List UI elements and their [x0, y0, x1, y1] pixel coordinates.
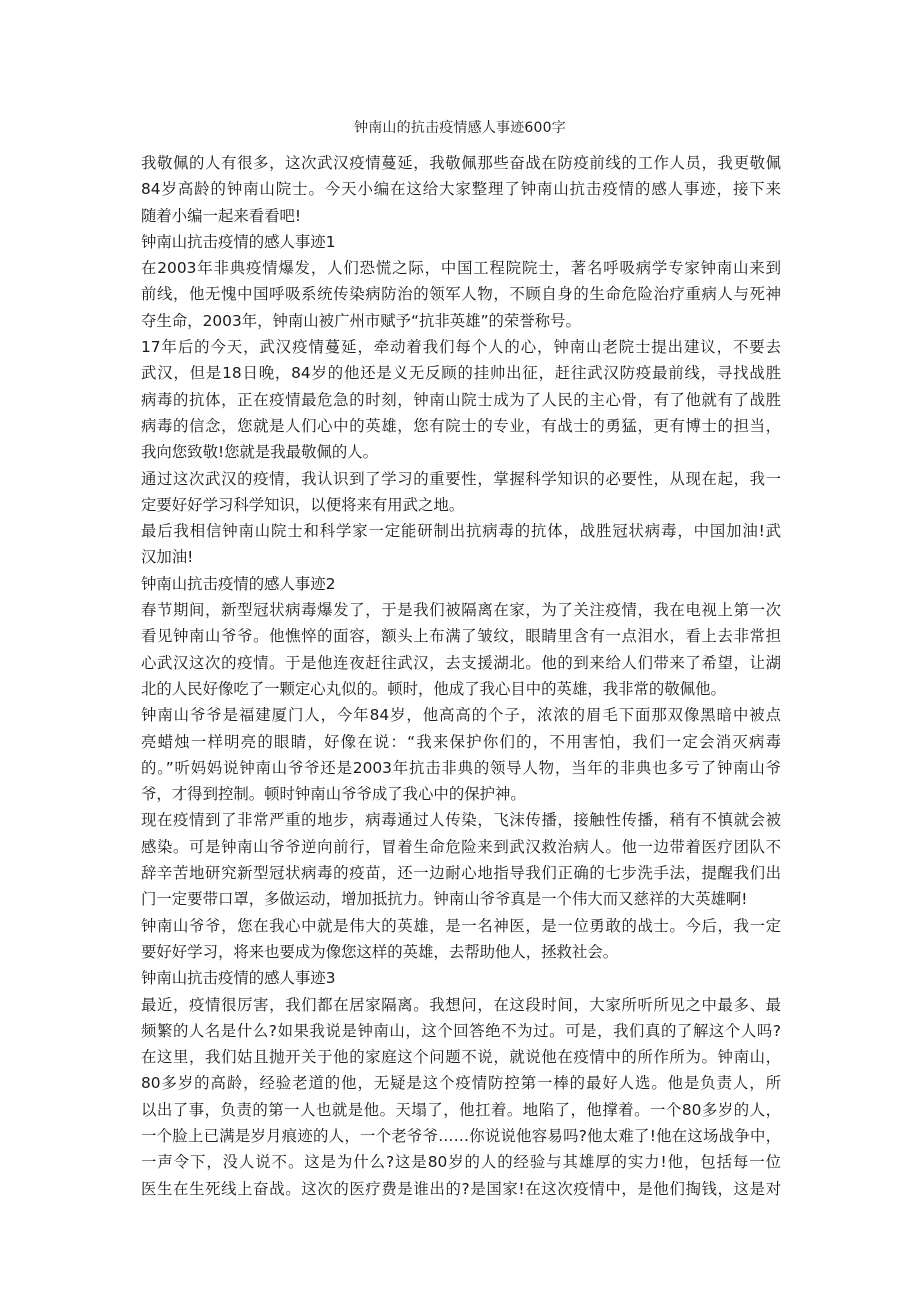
text-line: 要好好学习，将来也要成为像您这样的英雄，去帮助他人，拯救社会。 [141, 942, 619, 961]
text-line: 一个脸上已满是岁月痕迹的人，一个老爷爷……你说说他容易吗?他太难了!他在这场战争中， [141, 1126, 781, 1145]
text-line: 17年后的今天，武汉疫情蔓延，牵动着我们每个人的心，钟南山老院士提出建议，不要去 [141, 338, 781, 357]
text-line: 病毒的抗体，正在疫情最危急的时刻，钟南山院士成为了人民的主心骨，有了他就有了战胜 [141, 390, 781, 409]
text-line: 最近，疫情很厉害，我们都在居家隔离。我想问，在这段时间，大家所听所见之中最多、最 [141, 995, 781, 1014]
text-line: 春节期间，新型冠状病毒爆发了，于是我们被隔离在家，为了关注疫情，我在电视上第一次 [141, 601, 781, 620]
text-line: 钟南山爷爷是福建厦门人，今年84岁，他高高的个子，浓浓的眉毛下面那双像黑暗中被点 [141, 706, 781, 725]
text-line: 武汉，但是18日晚，84岁的他还是义无反顾的挂帅出征，赶往武汉防疫最前线，寻找战胜 [141, 364, 781, 383]
text-line: 定要好好学习科学知识，以便将来有用武之地。 [141, 495, 465, 514]
text-line: 现在疫情到了非常严重的地步，病毒通过人传染，飞沫传播，接触性传播，稍有不慎就会被 [141, 811, 781, 830]
text-line: 北的人民好像吃了一颗定心丸似的。顿时，他成了我心目中的英雄，我非常的敬佩他。 [141, 679, 726, 698]
text-line: 门一定要带口罩，多做运动，增加抵抗力。钟南山爷爷真是一个伟大而又慈祥的大英雄啊! [141, 890, 748, 909]
text-line: 频繁的人名是什么?如果我说是钟南山，这个回答绝不为过。可是，我们真的了解这个人吗? [141, 1021, 781, 1040]
text-line: 的。”听妈妈说钟南山爷爷还是2003年抗击非典的领导人物，当年的非典也多亏了钟南山爷 [141, 758, 781, 777]
text-line: 前线，他无愧中国呼吸系统传染病防治的领军人物，不顾自身的生命危险治疗重病人与死神 [141, 285, 781, 304]
text-line: 爷，才得到控制。顿时钟南山爷爷成了我心中的保护神。 [141, 785, 526, 804]
text-line: 钟南山爷爷，您在我心中就是伟大的英雄，是一名神医，是一位勇敢的战士。今后，我一定 [141, 916, 781, 935]
text-line: 钟南山抗击疫情的感人事迹3 [141, 969, 336, 988]
text-line: 汉加油! [141, 548, 194, 567]
text-line: 医生在生死线上奋战。这次的医疗费是谁出的?是国家!在这次疫情中，是他们掏钱，这是对 [141, 1179, 781, 1198]
text-line: 通过这次武汉的疫情，我认识到了学习的重要性，掌握科学知识的必要性，从现在起，我一 [141, 469, 781, 488]
text-line: 最后我相信钟南山院士和科学家一定能研制出抗病毒的抗体，战胜冠状病毒，中国加油!武 [141, 522, 781, 541]
text-line: 一声令下，没人说不。这是为什么?这是80岁的人的经验与其雄厚的实力!他，包括每一位 [141, 1153, 781, 1172]
text-line: 在2003年非典疫情爆发，人们恐慌之际，中国工程院院士，著名呼吸病学专家钟南山来到 [141, 259, 781, 278]
text-line: 80多岁的高龄，经验老道的他，无疑是这个疫情防控第一棒的最好人选。他是负责人，所 [141, 1074, 781, 1093]
text-line: 我向您致敬!您就是我最敬佩的人。 [141, 443, 379, 462]
document-title: 钟南山的抗击疫情感人事迹600字 [354, 120, 566, 136]
text-line: 我敬佩的人有很多，这次武汉疫情蔓延，我敬佩那些奋战在防疫前线的工作人员，我更敬佩 [141, 154, 781, 172]
text-line: 感染。可是钟南山爷爷逆向前行，冒着生命危险来到武汉救治病人。他一边带着医疗团队不 [141, 837, 781, 856]
document-body [141, 150, 781, 1202]
text-line: 病毒的信念，您就是人们心中的英雄，您有院士的专业，有战士的勇猛，更有博士的担当， [141, 416, 781, 435]
text-line: 在这里，我们姑且抛开关于他的家庭这个问题不说，就说他在疫情中的所作所为。钟南山， [141, 1048, 781, 1067]
text-line: 钟南山抗击疫情的感人事迹1 [141, 232, 336, 251]
text-line: 84岁高龄的钟南山院士。今天小编在这给大家整理了钟南山抗击疫情的感人事迹，接下来 [141, 180, 781, 199]
text-line: 看见钟南山爷爷。他憔悴的面容，额头上布满了皱纹，眼睛里含有一点泪水，看上去非常担 [141, 627, 781, 646]
text-line: 心武汉这次的疫情。于是他连夜赶往武汉，去支援湖北。他的到来给人们带来了希望，让湖 [141, 653, 781, 672]
text-line: 以出了事，负责的第一人也就是他。天塌了，他扛着。地陷了，他撑着。一个80多岁的人， [141, 1100, 781, 1119]
text-line: 夺生命，2003年，钟南山被广州市赋予“抗非英雄”的荣誉称号。 [141, 311, 581, 330]
text-line: 钟南山抗击疫情的感人事迹2 [141, 574, 336, 593]
text-line: 亮蜡烛一样明亮的眼睛，好像在说：“我来保护你们的，不用害怕，我们一定会消灭病毒 [141, 732, 781, 751]
text-line: 辞辛苦地研究新型冠状病毒的疫苗，还一边耐心地指导我们正确的七步洗手法，提醒我们出 [141, 864, 781, 883]
text-line: 随着小编一起来看看吧! [141, 206, 302, 225]
